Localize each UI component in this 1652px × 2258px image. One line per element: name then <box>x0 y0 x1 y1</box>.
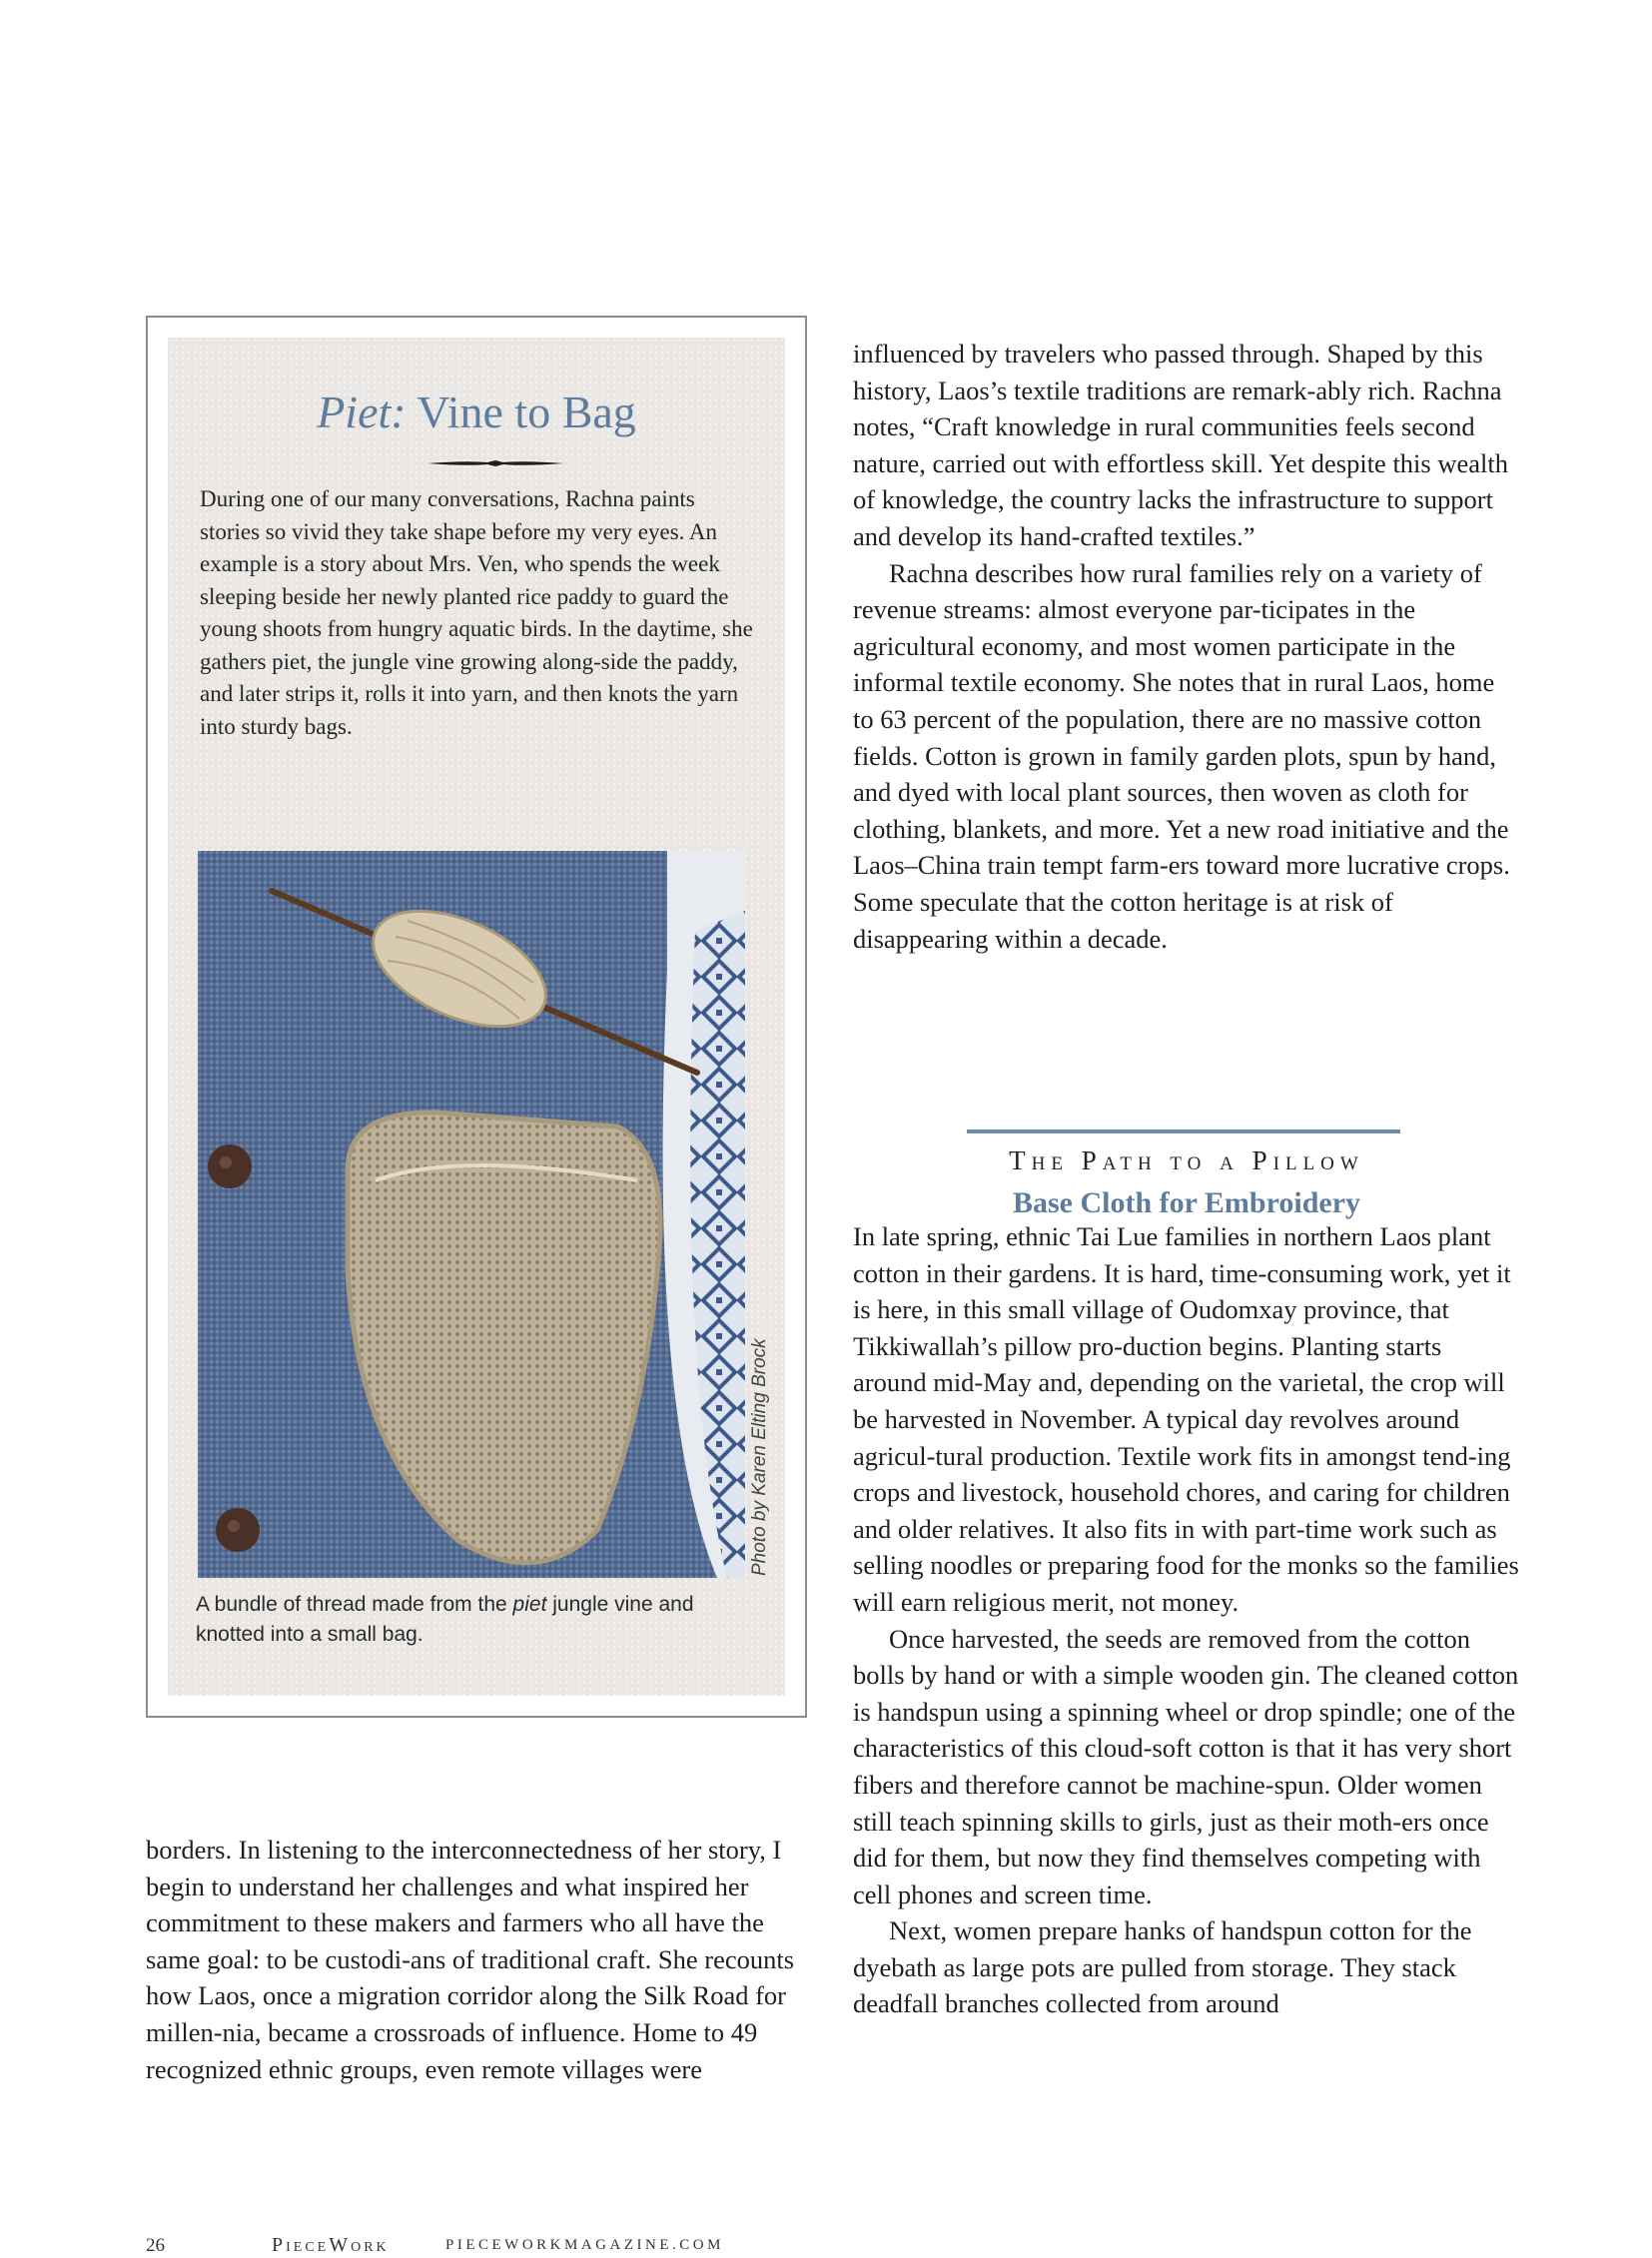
caption-text-pre: A bundle of thread made from the <box>196 1593 513 1616</box>
sidebar-panel <box>168 338 785 1696</box>
right-column-section <box>853 1218 1520 2022</box>
photo-caption <box>196 1590 755 1650</box>
magazine-name: PieceWork <box>272 2234 390 2256</box>
sidebar-title-rest: Vine to Bag <box>406 386 636 437</box>
photo-piet-bag <box>198 851 745 1578</box>
photo-credit: Photo by Karen Elting Brock <box>749 1338 770 1576</box>
body-paragraph: Next, women prepare hanks of handspun cotton for the dyebath as large pots are pulled from storage. They stack deadfall branches collected from around <box>853 1915 1472 2019</box>
caption-text-italic: piet <box>512 1593 547 1616</box>
sidebar-box <box>146 316 807 1718</box>
magazine-website: PIECEWORKMAGAZINE.COM <box>445 2237 724 2253</box>
ornamental-divider-icon <box>425 457 565 469</box>
section-subhead: Base Cloth for Embroidery <box>1012 1186 1361 1219</box>
left-column <box>146 1832 807 2087</box>
sidebar-title-italic: Piet: <box>317 386 407 437</box>
body-paragraph: borders. In listening to the interconnectedness of her story, I begin to understand her challenges and what inspired her commitment to these makers and farmers who all have the same goal: to be custodi-ans of traditional craft. She recounts how Laos, once a migration corridor along the Silk Road for millen-nia, became a crossroads of influence. Home to 49 recognized ethnic groups, even remote villages were <box>146 1835 795 2084</box>
body-paragraph: Once harvested, the seeds are removed from the cotton bolls by hand or with a simple wooden gin. The cleaned cotton is handspun using a spinning wheel or drop spindle; one of the characteristics of this cloud-soft cotton is that it has very short fibers and therefore cannot be machine-spun. Older women still teach spinning skills to girls, just as their moth-ers once did for them, but now they find themselves competing with cell phones and screen time. <box>853 1623 1519 1909</box>
sidebar-body-text: During one of our many conversations, Rachna paints stories so vivid they take shape before my very eyes. An example is a story about Mrs. Ven, who spends the week sleeping beside her newly planted rice paddy to guard the young shoots from hungry aquatic birds. In the daytime, she gathers piet, the jungle vine growing along-side the paddy, and later strips it, rolls it into yarn, and then knots the yarn into sturdy bags. <box>200 486 753 739</box>
page-number: 26 <box>146 2235 165 2256</box>
right-column-top <box>853 336 1520 957</box>
section-rule <box>967 1129 1400 1133</box>
body-paragraph: Rachna describes how rural families rely on a variety of revenue streams: almost everyone par-ticipates in the agricultural economy, and most women participate in the informal textile economy. She notes that in rural Laos, home to 63 percent of the population, there are no massive cotton fields. Cotton is grown in family garden plots, spun by hand, and dyed with local plant sources, then woven as cloth for clothing, blankets, and more. Yet a new road initiative and the Laos–China train tempt farm-ers toward more lucrative crops. Some speculate that the cotton heritage is at risk of disappearing within a decade. <box>853 557 1510 954</box>
body-paragraph: influenced by travelers who passed through. Shaped by this history, Laos’s textile traditions are remark-ably rich. Rachna notes, “Craft knowledge in rural communities feels second nature, carried out with effortless skill. Yet despite this wealth of knowledge, the country lacks the infrastructure to support and develop its hand-crafted textiles.” <box>853 339 1508 551</box>
body-paragraph: In late spring, ethnic Tai Lue families in northern Laos plant cotton in their gardens. It is hard, time-consuming work, yet it is here, in this small village of Oudomxay province, that Tikkiwallah’s pillow pro-duction begins. Planting starts around mid-May and, depending on the varietal, the crop will be harvested in November. A typical day revolves around agricul-tural production. Textile work fits in amongst tend-ing crops and livestock, household chores, and caring for children and older relatives. It also fits in with part-time work such as selling noodles or preparing food for the monks so the families will earn religious merit, not money. <box>853 1221 1519 1617</box>
section-kicker: The Path to a Pillow <box>1009 1145 1364 1175</box>
photo-illustration <box>198 851 745 1578</box>
sidebar-title <box>168 385 785 438</box>
caption-text-post: jungle vine and knotted into a small bag. <box>196 1593 694 1646</box>
